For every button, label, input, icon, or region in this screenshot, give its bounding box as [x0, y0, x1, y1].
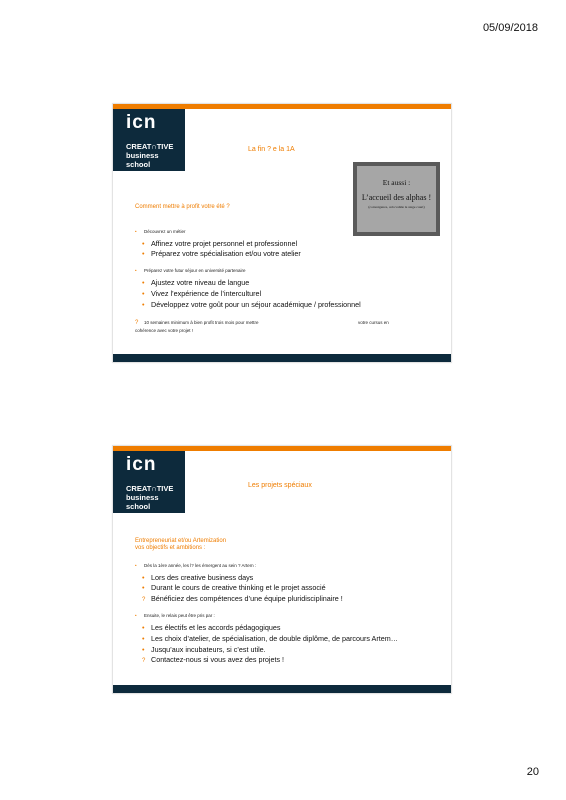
- logo-business: business: [126, 151, 159, 160]
- slide-subtitle: Comment mettre à profit votre été ?: [135, 204, 230, 210]
- slide-title: Les projets spéciaux: [248, 482, 312, 489]
- slide-1: [112, 103, 452, 363]
- callout-body: L’accueil des alphas !: [361, 193, 432, 202]
- header-date: 05/09/2018: [482, 22, 538, 34]
- slide-subtitle: Entrepreneuriat et/ou Artemization vos objectifs et ambitions :: [135, 538, 227, 551]
- callout-heading: Et aussi :: [382, 178, 411, 187]
- list-item: • Vivez l’expérience de l’interculturel: [142, 289, 262, 298]
- section-heading: • Préparez votre futur séjour en université partenaire: [135, 268, 246, 273]
- slide-bottom-bar: [113, 685, 451, 693]
- logo-school: school: [126, 502, 151, 511]
- section-heading: • Ensuite, le relais peut être pris par :: [135, 613, 215, 618]
- list-item: • Affinez votre projet personnel et professionnel: [142, 239, 298, 248]
- section-heading: • Dès la 1ère année, les l? les émergent au sein ? Artem :: [135, 563, 257, 568]
- section-heading: • Découvrez un métier: [135, 229, 186, 234]
- list-item: • Jusqu’aux incubateurs, si c’est utile.: [142, 645, 266, 654]
- logo-creative: CREAT∩TIVE: [126, 484, 174, 493]
- note-text: cohérence avec votre projet !: [135, 328, 194, 333]
- list-item: • Développez votre goût pour un séjour académique / professionnel: [142, 300, 361, 309]
- list-item: • Les choix d’atelier, de spécialisation, de double diplôme, de parcours Artem…: [142, 634, 398, 643]
- icn-logo: [113, 451, 185, 513]
- list-item: • Les électifs et les accords pédagogiques: [142, 623, 281, 632]
- logo-business: business: [126, 493, 159, 502]
- slide-2: [112, 445, 452, 694]
- list-item: ? Contactez-nous si vous avez des projets !: [142, 655, 285, 664]
- callout-note: (convergence, cela valide le stage court): [368, 205, 425, 209]
- callout-box: [353, 162, 440, 236]
- list-item: ? Bénéficiez des compétences d’une équipe pluridisciplinaire !: [142, 594, 343, 603]
- logo-school: school: [126, 160, 151, 169]
- slide-title: La fin ? e la 1A: [248, 146, 295, 153]
- logo-icn: icn: [126, 112, 157, 133]
- icn-logo: [113, 109, 185, 171]
- list-item: • Ajustez votre niveau de langue: [142, 278, 250, 287]
- logo-creative: CREAT∩TIVE: [126, 142, 174, 151]
- note-text: ? 10 semaines minimum à bien profit trois mois pour mettre: [135, 320, 259, 326]
- list-item: • Préparez votre spécialisation et/ou votre atelier: [142, 249, 301, 258]
- page-number: 20: [526, 766, 539, 778]
- list-item: • Durant le cours de creative thinking et le projet associé: [142, 583, 326, 592]
- logo-icn: icn: [126, 454, 157, 475]
- slide-bottom-bar: [113, 354, 451, 362]
- note-text-right: votre cursus en: [358, 320, 389, 325]
- list-item: • Lors des creative business days: [142, 573, 254, 582]
